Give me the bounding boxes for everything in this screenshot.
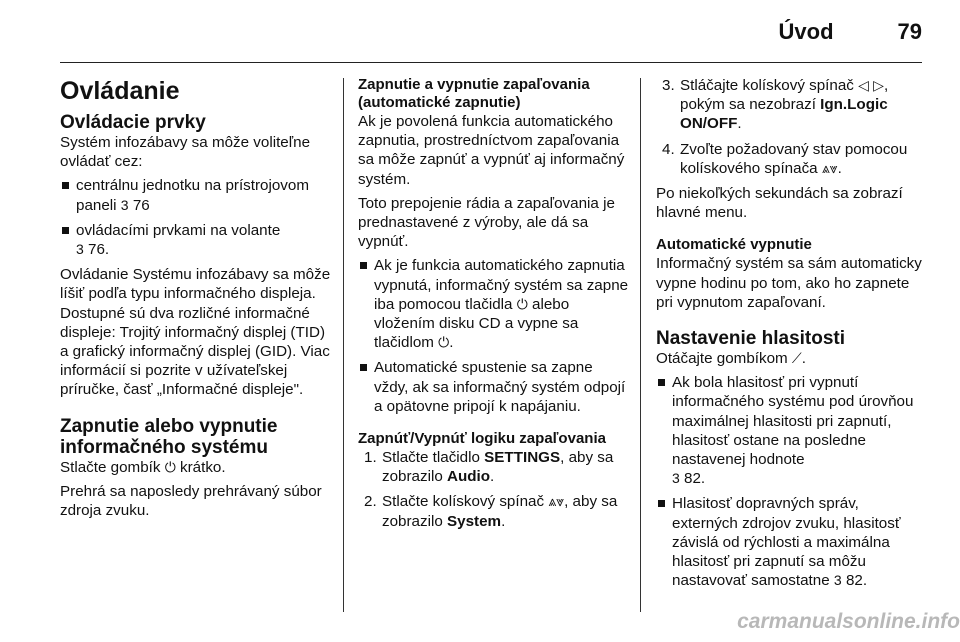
auto-on-paragraph: Ak je povolená funkcia automatického zapnutia, prostredníctvom zapaľovania sa môže zapnúť a vypnúť aj informačný systém. xyxy=(358,113,625,188)
power-icon: ⏻ xyxy=(164,458,176,475)
display-paragraph: Ovládanie Systému infozábavy sa môže líšiť podľa typu informačného displeja. Dostupné sú dva rozličné informačné displeje: Trojitý informačný displej (TID) a grafický informačný displej (GID). Viac informácií si pozrite v užívateľskej príručke, časť „Informačné displeje". xyxy=(60,266,331,399)
list-item: ovládacími prvkami na volante 3 76. xyxy=(60,221,332,259)
page-ref-icon: 3 xyxy=(76,241,84,258)
list-item: Ak bola hlasitosť pri vypnutí informačného systému pod úrovňou maximálnej hlasitosti pri zapnutí, hlasitosť ostane na posledne nastavenej hodnote 3 82. xyxy=(656,373,928,488)
menu-paragraph: Po niekoľkých sekundách sa zobrazí hlavné menu. xyxy=(656,185,903,222)
page-ref-icon: 3 xyxy=(833,572,842,589)
list-item: Automatické spustenie sa zapne vždy, ak sa informačný systém odpojí a opätovne pripojí k napájaniu. xyxy=(358,358,630,416)
power-icon: ⏻ xyxy=(516,295,528,312)
auto-on-list xyxy=(358,256,630,416)
main-heading: Ovládanie xyxy=(60,77,180,105)
factory-paragraph: Toto prepojenie rádia a zapaľovania je prednastavené z výroby, ale dá sa vypnúť. xyxy=(358,194,615,251)
controls-list xyxy=(60,176,332,259)
steps-list xyxy=(358,448,630,531)
resume-paragraph: Prehrá sa naposledy prehrávaný súbor zdroja zvuku. xyxy=(60,482,322,520)
volume-heading: Nastavenie hlasitosti xyxy=(656,328,846,350)
volume-knob-icon: ⟋ xyxy=(791,350,802,367)
volume-list xyxy=(656,373,928,590)
volume-paragraph: Otáčajte gombíkom ⟋. xyxy=(656,350,806,368)
page-ref-icon: 3 xyxy=(672,470,680,487)
rocker-switch-icon: ⩓⩔ xyxy=(821,159,838,176)
watermark: carmanualsonline.info xyxy=(737,610,960,633)
page-number: 79 xyxy=(897,19,922,44)
rocker-switch-icon: ⩓⩔ xyxy=(548,493,565,510)
column-1 xyxy=(60,76,332,525)
list-item: Ak je funkcia automatického zapnutia vypnutá, informačný systém sa zapne iba pomocou tlačidla ⏻ alebo vložením disku CD a vypne sa tlačidlom ⏻. xyxy=(358,256,630,352)
step-item: 2. Stlačte kolískový spínač ⩓⩔, aby sa zobrazilo System. xyxy=(364,493,618,530)
auto-off-paragraph: Informačný systém sa sám automaticky vypne hodinu po tom, ako ho zapnete pri vypnutom zapaľovaní. xyxy=(656,255,922,311)
power-paragraph: Stlačte gombík ⏻ krátko. xyxy=(60,458,226,476)
controls-heading: Ovládacie prvky xyxy=(60,112,206,133)
column-divider-1 xyxy=(343,78,344,612)
column-divider-2 xyxy=(640,78,641,612)
ignition-logic-heading: Zapnúť/Vypnúť logiku zapaľovania xyxy=(358,430,606,448)
step-item: 3. Stláčajte kolískový spínač ◁ ▷, pokým sa nezobrazí Ign.Logic ON/OFF. xyxy=(662,77,889,133)
rocker-right-icon: ▷ xyxy=(873,77,884,93)
page-ref-icon: 3 xyxy=(120,196,129,213)
list-item: Hlasitosť dopravných správ, externých zdrojov zvuku, hlasitosť závislá od rýchlosti a maximálna hlasitosť pri zapnutí sa môžu nastavovať samostatne 3 82. xyxy=(656,494,928,590)
power-heading: Zapnutie alebo vypnutie informačného systému xyxy=(60,415,278,458)
column-3 xyxy=(656,76,928,596)
power-icon: ⏻ xyxy=(438,334,450,351)
page-header xyxy=(60,12,922,52)
auto-off-heading: Automatické vypnutie xyxy=(656,236,812,254)
section-title: Úvod xyxy=(778,19,834,44)
rocker-left-icon: ◁ xyxy=(858,77,869,93)
step-item: 4. Zvoľte požadovaný stav pomocou kolískového spínača ⩓⩔. xyxy=(662,140,908,177)
steps-list-continued xyxy=(656,76,928,178)
header-rule xyxy=(60,62,922,63)
list-item: centrálnu jednotku na prístrojovom paneli 3 76 xyxy=(60,176,332,214)
auto-on-heading: Zapnutie a vypnutie zapaľovania (automatické zapnutie) xyxy=(358,76,590,111)
controls-intro: Systém infozábavy sa môže voliteľne ovládať cez: xyxy=(60,134,311,171)
column-2 xyxy=(358,76,630,537)
step-item: 1. Stlačte tlačidlo SETTINGS, aby sa zobrazilo Audio. xyxy=(364,449,614,486)
